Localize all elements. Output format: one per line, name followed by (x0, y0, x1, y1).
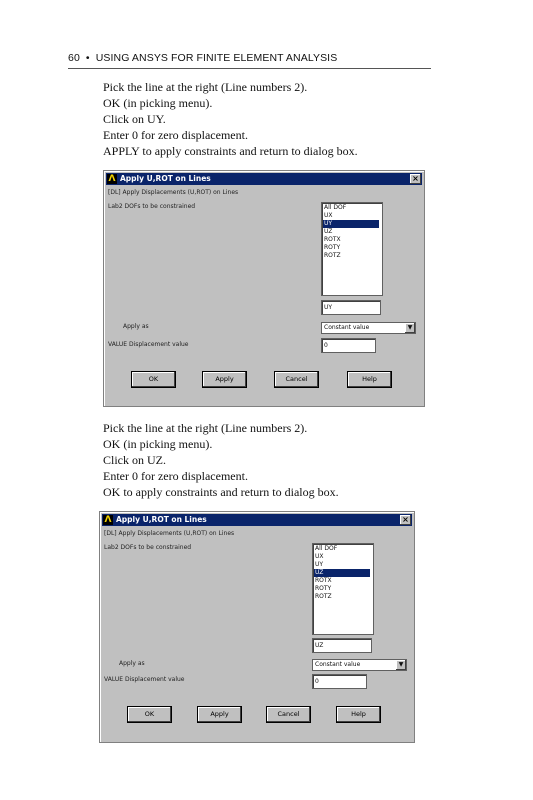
ansys-logo-icon: Λ (108, 174, 116, 184)
step-line: APPLY to apply constraints and return to dialog box. (103, 144, 358, 158)
dof-option-ux[interactable]: UX (324, 212, 333, 219)
dialog-titlebar[interactable] (102, 514, 412, 526)
step-line: OK to apply constraints and return to dialog box. (103, 485, 339, 499)
help-button[interactable]: Help (337, 707, 380, 722)
dialog-titlebar[interactable] (106, 173, 422, 185)
header-bullet: • (85, 52, 90, 64)
page-number: 60 (68, 52, 80, 64)
step-line: Pick the line at the right (Line numbers 2). (103, 80, 308, 94)
dof-option-uy[interactable]: UY (323, 220, 379, 228)
cancel-button[interactable]: Cancel (267, 707, 310, 722)
dof-option-uz[interactable]: UZ (324, 228, 333, 235)
dof-option-uy[interactable]: UY (315, 561, 324, 568)
ok-button[interactable]: OK (132, 372, 175, 387)
step-line: Click on UY. (103, 112, 166, 126)
dof-option-roty[interactable]: ROTY (315, 585, 332, 592)
displacement-value-input[interactable]: 0 (321, 338, 376, 353)
running-header (68, 52, 431, 64)
apply-as-select[interactable] (321, 322, 416, 334)
steps-block-2 (103, 420, 339, 500)
running-title: USING ANSYS FOR FINITE ELEMENT ANALYSIS (95, 52, 338, 64)
cancel-button[interactable]: Cancel (275, 372, 318, 387)
dof-listbox[interactable] (321, 202, 383, 296)
dialog-title: Apply U,ROT on Lines (120, 174, 211, 183)
displacement-value-input[interactable]: 0 (312, 674, 367, 689)
dof-option-ux[interactable]: UX (315, 553, 324, 560)
apply-as-value: Constant value (324, 324, 370, 331)
dof-option-rotz[interactable]: ROTZ (324, 252, 341, 259)
dof-option-rotx[interactable]: ROTX (315, 577, 332, 584)
ok-button[interactable]: OK (128, 707, 171, 722)
step-line: OK (in picking menu). (103, 96, 213, 110)
chevron-down-icon[interactable]: ▼ (396, 660, 406, 670)
step-line: Pick the line at the right (Line numbers 2). (103, 421, 308, 435)
lab2-label: Lab2 DOFs to be constrained (104, 544, 192, 551)
apply-as-value: Constant value (315, 661, 361, 668)
dialog-apply-u-rot-2 (99, 511, 415, 743)
ansys-logo-icon: Λ (104, 515, 112, 525)
apply-as-label: Apply as (123, 323, 149, 330)
value-label: VALUE Displacement value (108, 341, 189, 348)
dof-option-all[interactable]: All DOF (324, 204, 347, 211)
apply-as-select[interactable] (312, 659, 407, 671)
step-line: Enter 0 for zero displacement. (103, 469, 248, 483)
close-button[interactable]: × (410, 174, 421, 184)
apply-button[interactable]: Apply (203, 372, 246, 387)
step-line: Click on UZ. (103, 453, 166, 467)
dof-option-rotz[interactable]: ROTZ (315, 593, 332, 600)
apply-as-label: Apply as (119, 660, 145, 667)
help-button[interactable]: Help (348, 372, 391, 387)
steps-block-1 (103, 79, 358, 159)
dialog-title: Apply U,ROT on Lines (116, 515, 207, 524)
dof-listbox[interactable] (312, 543, 374, 635)
dof-option-rotx[interactable]: ROTX (324, 236, 341, 243)
value-label: VALUE Displacement value (104, 676, 185, 683)
apply-button[interactable]: Apply (198, 707, 241, 722)
chevron-down-icon[interactable]: ▼ (405, 323, 415, 333)
selected-dof-field[interactable]: UZ (312, 638, 372, 653)
dof-option-roty[interactable]: ROTY (324, 244, 341, 251)
lab2-label: Lab2 DOFs to be constrained (108, 203, 196, 210)
step-line: Enter 0 for zero displacement. (103, 128, 248, 142)
dialog-heading: [DL] Apply Displacements (U,ROT) on Lines (104, 530, 235, 537)
dialog-apply-u-rot-1 (103, 170, 425, 407)
dof-option-all[interactable]: All DOF (315, 545, 338, 552)
step-line: OK (in picking menu). (103, 437, 213, 451)
close-button[interactable]: × (400, 515, 411, 525)
header-rule (68, 68, 431, 69)
selected-dof-field[interactable]: UY (321, 300, 381, 315)
dialog-heading: [DL] Apply Displacements (U,ROT) on Lines (108, 189, 239, 196)
dof-option-uz[interactable]: UZ (314, 569, 370, 577)
